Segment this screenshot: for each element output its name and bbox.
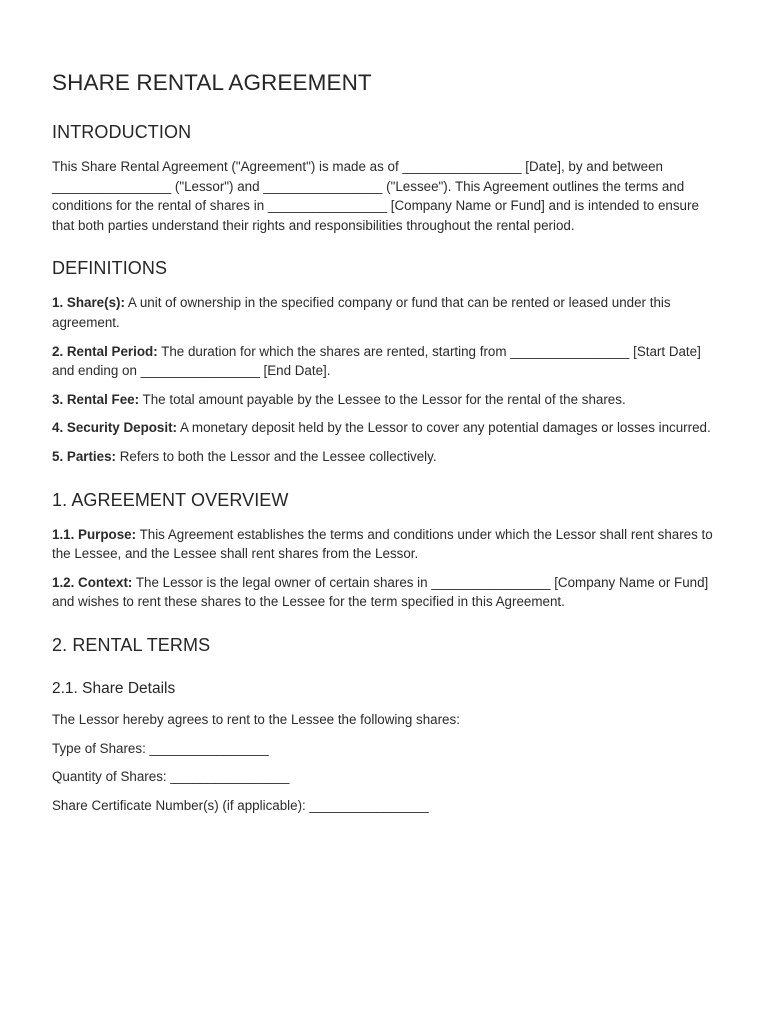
- definition-item: [52, 447, 718, 467]
- definition-term: 3. Rental Fee:: [52, 391, 140, 407]
- overview-item: [52, 525, 718, 564]
- definition-item: [52, 293, 718, 332]
- overview-text: This Agreement establishes the terms and conditions under which the Lessor shall rent shares to the Lessee, and the Lessee shall rent shares from the Lessor.: [52, 526, 713, 562]
- definition-text: A monetary deposit held by the Lessor to cover any potential damages or losses incurred.: [177, 420, 711, 436]
- definition-text: Refers to both the Lessor and the Lessee collectively.: [116, 448, 437, 464]
- document-title: SHARE RENTAL AGREEMENT: [52, 70, 372, 95]
- definition-term: 1. Share(s):: [52, 295, 125, 311]
- definition-term: 4. Security Deposit:: [52, 420, 178, 436]
- share-details-intro: The Lessor hereby agrees to rent to the Lessee the following shares:: [52, 711, 460, 727]
- share-details-subheading: 2.1. Share Details: [52, 679, 176, 697]
- type-of-shares-field: Type of Shares: ________________: [52, 740, 269, 756]
- rental-terms-section: [52, 635, 718, 815]
- definition-item: [52, 390, 718, 410]
- definition-text: The duration for which the shares are rented, starting from ________________ [Start Date] and ending on ________________ [End Date].: [52, 343, 701, 379]
- definition-text: The total amount payable by the Lessee to the Lessor for the rental of the shares.: [139, 391, 626, 407]
- definition-term: 2. Rental Period:: [52, 343, 158, 359]
- definitions-heading: DEFINITIONS: [52, 258, 168, 279]
- definition-item: [52, 342, 718, 381]
- quantity-of-shares-field: Quantity of Shares: ________________: [52, 769, 290, 785]
- definitions-section: [52, 258, 718, 466]
- definition-text: A unit of ownership in the specified company or fund that can be rented or leased under this agreement.: [52, 295, 671, 330]
- introduction-heading: INTRODUCTION: [52, 122, 192, 142]
- overview-item: [52, 573, 718, 612]
- overview-term: 1.2. Context:: [52, 574, 133, 590]
- rental-terms-heading: 2. RENTAL TERMS: [52, 634, 211, 655]
- definition-term: 5. Parties:: [52, 448, 117, 464]
- agreement-overview-section: [52, 490, 718, 612]
- definition-item: [52, 418, 718, 438]
- share-certificate-field: Share Certificate Number(s) (if applicable): ________________: [52, 797, 429, 813]
- overview-term: 1.1. Purpose:: [52, 526, 137, 542]
- overview-heading: 1. AGREEMENT OVERVIEW: [52, 489, 289, 510]
- introduction-section: [52, 122, 718, 235]
- introduction-text: This Share Rental Agreement ("Agreement") is made as of ________________ [Date], by and between ________________ ("Lessor") and ________________ ("Lessee"). This Agreement outlines the terms and conditions for the rental of shares in ________________ [Company Name or Fund] and is intended to ensure that both parties understand their rights and responsibilities throughout the rental period.: [52, 159, 699, 233]
- overview-text: The Lessor is the legal owner of certain shares in ________________ [Company Name or Fund] and wishes to rent these shares to the Lessee for the term specified in this Agreement.: [52, 574, 709, 610]
